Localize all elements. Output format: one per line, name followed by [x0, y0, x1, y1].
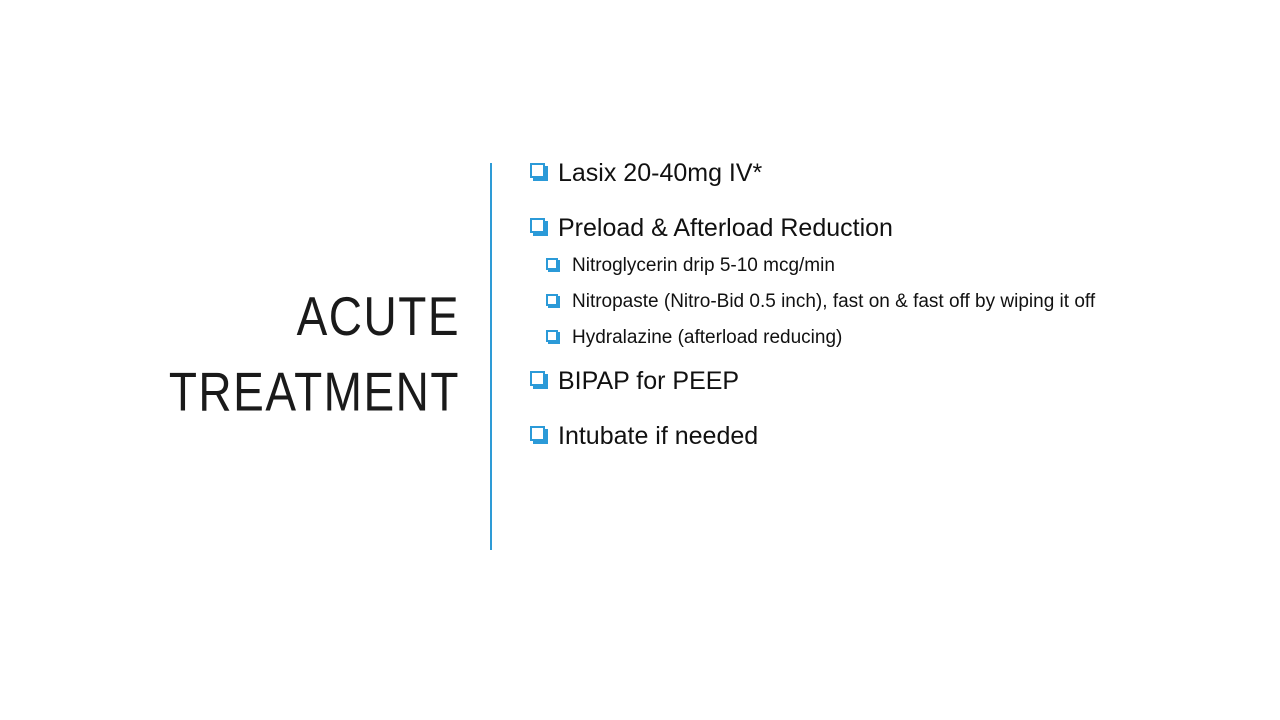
list-item — [544, 326, 1168, 350]
vertical-divider — [490, 163, 492, 550]
list-item — [544, 290, 1168, 314]
checkbox-marker-icon — [528, 213, 550, 239]
list-item-label: BIPAP for PEEP — [558, 367, 740, 395]
list-item — [544, 254, 1168, 278]
list-item — [528, 366, 1168, 396]
checkbox-marker-icon — [528, 366, 550, 392]
list-item-label: Nitroglycerin drip 5-10 mcg/min — [572, 255, 835, 276]
checkbox-marker-icon — [544, 290, 566, 316]
checkbox-marker-icon — [528, 158, 550, 184]
list-item-label: Hydralazine (afterload reducing) — [572, 327, 843, 348]
list-item — [528, 158, 1168, 188]
list-item-label: Intubate if needed — [558, 422, 759, 450]
page-title: ACUTE TREATMENT — [168, 285, 460, 423]
list-item-label: Lasix 20-40mg IV* — [558, 159, 763, 187]
list-item — [528, 421, 1168, 451]
title-block — [60, 285, 460, 423]
sub-bullet-list — [544, 254, 1168, 350]
checkbox-marker-icon — [528, 421, 550, 447]
list-item-label: Nitropaste (Nitro-Bid 0.5 inch), fast on & fast off by wiping it off — [572, 291, 1096, 312]
bullet-list — [528, 158, 1168, 451]
checkbox-marker-icon — [544, 326, 566, 352]
list-item — [528, 213, 1168, 243]
list-item-label: Preload & Afterload Reduction — [558, 214, 893, 242]
checkbox-marker-icon — [544, 254, 566, 280]
